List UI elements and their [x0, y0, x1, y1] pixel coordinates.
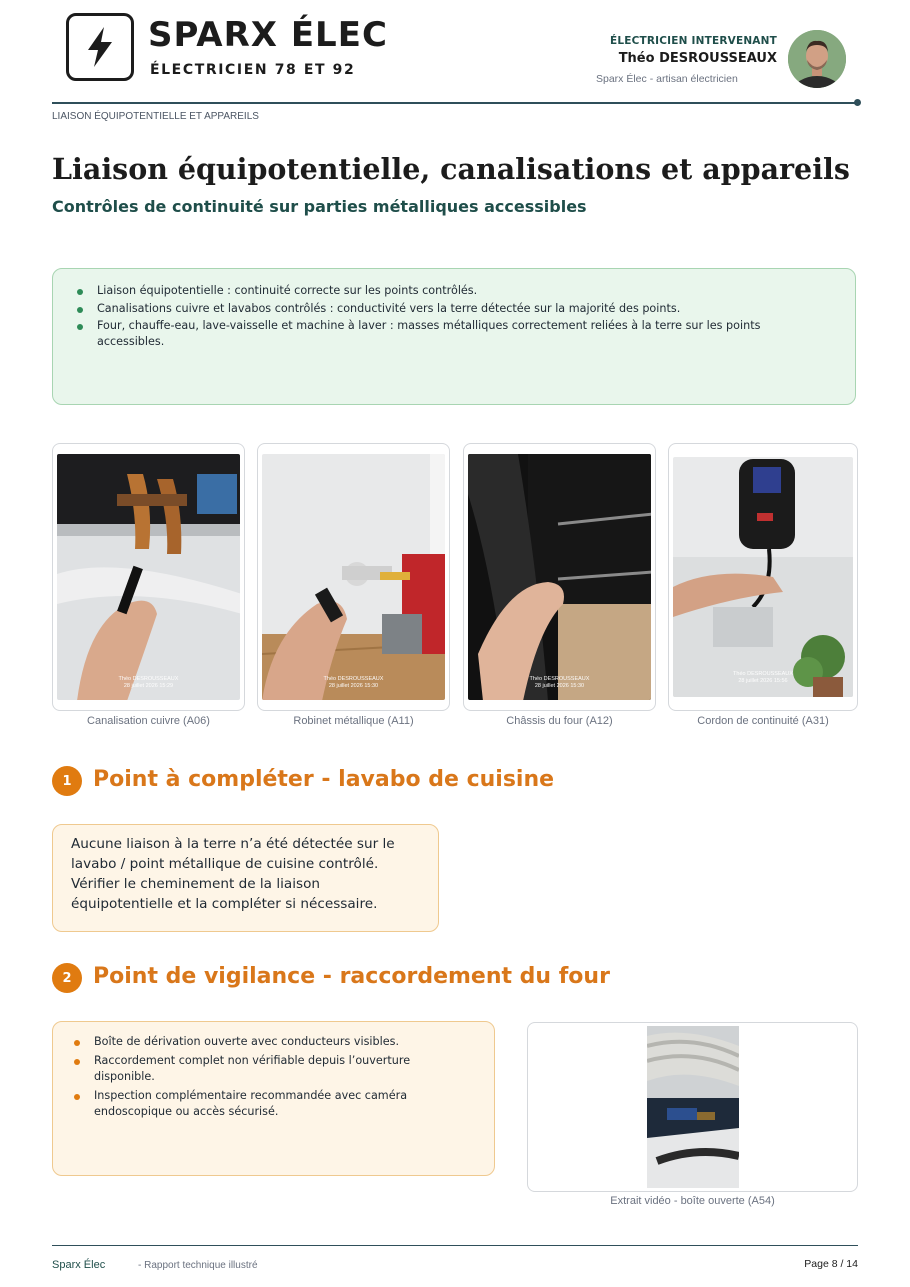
- point2-item: Boîte de dérivation ouverte avec conducteurs visibles.: [94, 1034, 474, 1050]
- point2-item: Inspection complémentaire recommandée avec caméra endoscopique ou accès sécurisé.: [94, 1088, 474, 1120]
- point2-box: [52, 1021, 495, 1176]
- section-number-badge: 2: [52, 963, 82, 993]
- photo-card-continuity-cord[interactable]: [668, 443, 858, 711]
- point1-heading: Point à compléter - lavabo de cuisine: [93, 767, 555, 792]
- section-tag: LIAISON ÉQUIPOTENTIELLE ET APPAREILS: [52, 111, 259, 122]
- photo-continuity-cord: [673, 457, 853, 697]
- brand-logo: [66, 13, 134, 81]
- photo-card-metal-tap[interactable]: [257, 443, 450, 711]
- page-subtitle: Contrôles de continuité sur parties métalliques accessibles: [52, 197, 587, 216]
- summary-item: Four, chauffe-eau, lave-vaisselle et machine à laver : masses métalliques correctement reliées à la terre sur les points accessibles.: [97, 318, 825, 350]
- photo-caption: Cordon de continuité (A31): [697, 715, 829, 727]
- footer-report-title: - Rapport technique illustré: [138, 1260, 258, 1271]
- page-number: Page 8 / 14: [804, 1258, 858, 1270]
- point2-heading: Point de vigilance - raccordement du four: [93, 964, 610, 989]
- video-frame-junction-box: [647, 1026, 739, 1188]
- photo-caption: Châssis du four (A12): [506, 715, 613, 727]
- photo-card-oven-chassis[interactable]: [463, 443, 656, 711]
- header-divider: [52, 102, 858, 104]
- photo-stamp: Théo DESROUSSEAUX 28 juillet 2026 15:30: [529, 676, 590, 689]
- technician-name: Théo DESROUSSEAUX: [618, 51, 777, 66]
- photo-card-copper-pipe[interactable]: [52, 443, 245, 711]
- brand-tagline: ÉLECTRICIEN 78 ET 92: [150, 62, 356, 78]
- footer-brand: Sparx Élec: [52, 1259, 106, 1271]
- technician-company: Sparx Élec - artisan électricien: [596, 73, 738, 85]
- photo-stamp: Théo DESROUSSEAUX 28 juillet 2026 15:56: [733, 671, 793, 684]
- summary-item: Liaison équipotentielle : continuité correcte sur les points contrôlés.: [97, 283, 825, 299]
- point2-list: [53, 1022, 494, 1120]
- point2-item: Raccordement complet non vérifiable depuis l’ouverture disponible.: [94, 1053, 474, 1085]
- point1-box: [52, 824, 439, 932]
- video-card-junction-box[interactable]: [527, 1022, 858, 1192]
- header-divider-dot: [854, 99, 861, 106]
- photo-stamp: Théo DESROUSSEAUX 28 juillet 2026 15:30: [323, 676, 384, 689]
- summary-item: Canalisations cuivre et lavabos contrôlés : conductivité vers la terre détectée sur la majorité des points.: [97, 301, 825, 317]
- photo-stamp: Théo DESROUSSEAUX 28 juillet 2026 15:29: [118, 676, 179, 689]
- photo-copper-pipe: [57, 454, 240, 700]
- photo-caption: Robinet métallique (A11): [293, 715, 414, 727]
- video-caption: Extrait vidéo - boîte ouverte (A54): [610, 1195, 775, 1207]
- point1-text: Aucune liaison à la terre n’a été détectée sur le lavabo / point métallique de cuisine contrôlé. Vérifier le cheminement de la liaison équipotentielle et la compléter si nécessaire.: [71, 836, 395, 912]
- footer-divider: [52, 1245, 858, 1246]
- photo-metal-tap: [262, 454, 445, 700]
- summary-list: [53, 269, 855, 350]
- section-number-badge: 1: [52, 766, 82, 796]
- page-title: Liaison équipotentielle, canalisations et appareils: [52, 152, 850, 186]
- lightning-bolt-icon: [83, 25, 117, 69]
- technician-avatar: [788, 30, 846, 88]
- summary-box: [52, 268, 856, 405]
- photo-caption: Canalisation cuivre (A06): [87, 715, 210, 727]
- technician-role: ÉLECTRICIEN INTERVENANT: [609, 35, 777, 47]
- photo-oven-chassis: [468, 454, 651, 700]
- brand-name: SPARX ÉLEC: [148, 15, 388, 55]
